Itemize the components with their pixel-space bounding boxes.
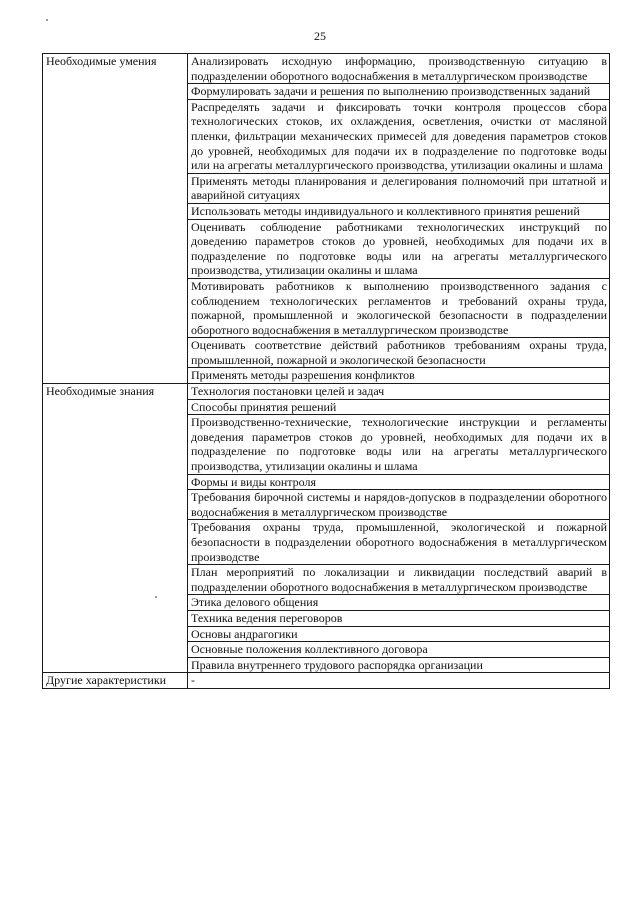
table-row — [43, 54, 610, 84]
table-cell: Правила внутреннего трудового распорядка организации — [188, 657, 610, 673]
table-cell: Оценивать соблюдение работниками технологических инструкций по доведению параметров стоков до уровней, необходимых для подачи их в подразделение по подготовке воды или на агрегаты металлургического производства, утилизации окалины и шлама — [188, 219, 610, 278]
table-cell: Основные положения коллективного договора — [188, 642, 610, 658]
table-cell: Основы андрагогики — [188, 626, 610, 642]
table-cell: Мотивировать работников к выполнению производственного задания с соблюдением технологических регламентов и требований охраны труда, пожарной, промышленной и экологической безопасности в подразделении оборотного водоснабжения в металлургическом производстве — [188, 278, 610, 337]
category-skills: Необходимые умения — [43, 54, 188, 384]
table-cell: План мероприятий по локализации и ликвидации последствий аварий в подразделении оборотного водоснабжения в металлургическом производстве — [188, 565, 610, 595]
table-cell: Формы и виды контроля — [188, 474, 610, 490]
table-cell: Оценивать соответствие действий работников требованиям охраны труда, промышленной, пожарной и экологической безопасности — [188, 338, 610, 368]
scan-speck — [155, 596, 157, 598]
table-row — [43, 384, 610, 400]
table-cell: Формулировать задачи и решения по выполнению производственных заданий — [188, 84, 610, 100]
table-cell: Распределять задачи и фиксировать точки контроля процессов сбора технологических стоков, их охлаждения, осветления, очистки от масляной пленки, фильтрации механических примесей для доведения параметров стоков до уровней, необходимых для подачи их в подразделение по подготовке воды или на агрегаты металлургического производства, утилизации окалины и шлама — [188, 99, 610, 173]
competency-table — [42, 53, 610, 689]
table-cell: Этика делового общения — [188, 595, 610, 611]
scan-speck — [46, 19, 48, 21]
table-cell: Применять методы планирования и делегирования полномочий при штатной и аварийной ситуациях — [188, 173, 610, 203]
category-knowledge: Необходимые знания — [43, 384, 188, 673]
category-other: Другие характеристики — [43, 673, 188, 689]
page-number: 25 — [314, 29, 326, 43]
table-row — [43, 673, 610, 689]
table-cell: Применять методы разрешения конфликтов — [188, 368, 610, 384]
table-cell: Техника ведения переговоров — [188, 610, 610, 626]
table-cell: Производственно-технические, технологические инструкции и регламенты доведения параметров стоков до уровней, необходимых для подачи их в подразделение по подготовке воды или на агрегаты металлургического производства, утилизации окалины и шлама — [188, 415, 610, 474]
table-cell: Способы принятия решений — [188, 399, 610, 415]
table-cell: Требования бирочной системы и нарядов-допусков в подразделении оборотного водоснабжения в металлургическом производстве — [188, 490, 610, 520]
table-cell: Технология постановки целей и задач — [188, 384, 610, 400]
table-cell: Требования охраны труда, промышленной, экологической и пожарной безопасности в подразделении оборотного водоснабжения в металлургическом производстве — [188, 520, 610, 565]
table-cell: Анализировать исходную информацию, производственную ситуацию в подразделении оборотного водоснабжения в металлургическом производстве — [188, 54, 610, 84]
table-cell: - — [188, 673, 610, 689]
table-cell: Использовать методы индивидуального и коллективного принятия решений — [188, 203, 610, 219]
